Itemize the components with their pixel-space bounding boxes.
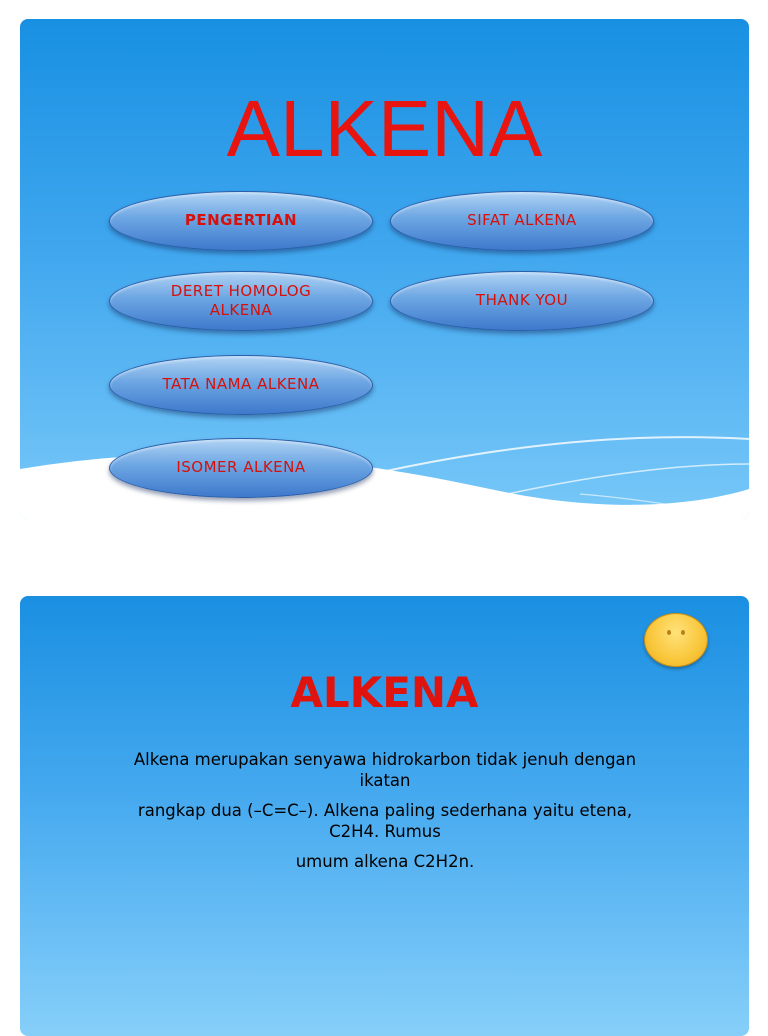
thank-you-button-label: THANK YOU	[475, 291, 569, 310]
deret-homolog-alkena-button-label: DERET HOMOLOG ALKENA	[170, 281, 312, 319]
isomer-alkena-button-label: ISOMER ALKENA	[176, 458, 306, 477]
slide-1	[20, 19, 749, 519]
thank-you-button[interactable]	[390, 271, 654, 331]
body-paragraph-1: Alkena merupakan senyawa hidrokarbon tidak jenuh dengan ikatan	[133, 750, 637, 791]
body-paragraph-3: umum alkena C2H2n.	[295, 851, 475, 871]
sifat-alkena-button[interactable]	[390, 191, 654, 251]
tata-nama-alkena-button-label: TATA NAMA ALKENA	[162, 375, 320, 394]
smiley-icon[interactable]	[644, 613, 708, 667]
deret-homolog-alkena-button[interactable]	[109, 271, 373, 331]
slide-2	[20, 596, 749, 1036]
slide-2-title: ALKENA	[290, 668, 479, 717]
pengertian-button-label: PENGERTIAN	[184, 211, 298, 230]
slide-1-title: ALKENA	[226, 84, 543, 173]
pengertian-button[interactable]	[109, 191, 373, 251]
slide-2-body	[130, 749, 640, 880]
isomer-alkena-button[interactable]	[109, 438, 373, 498]
body-paragraph-2: rangkap dua (–C=C–). Alkena paling sederhana yaitu etena, C2H4. Rumus	[137, 800, 633, 842]
tata-nama-alkena-button[interactable]	[109, 355, 373, 415]
sifat-alkena-button-label: SIFAT ALKENA	[467, 211, 577, 230]
